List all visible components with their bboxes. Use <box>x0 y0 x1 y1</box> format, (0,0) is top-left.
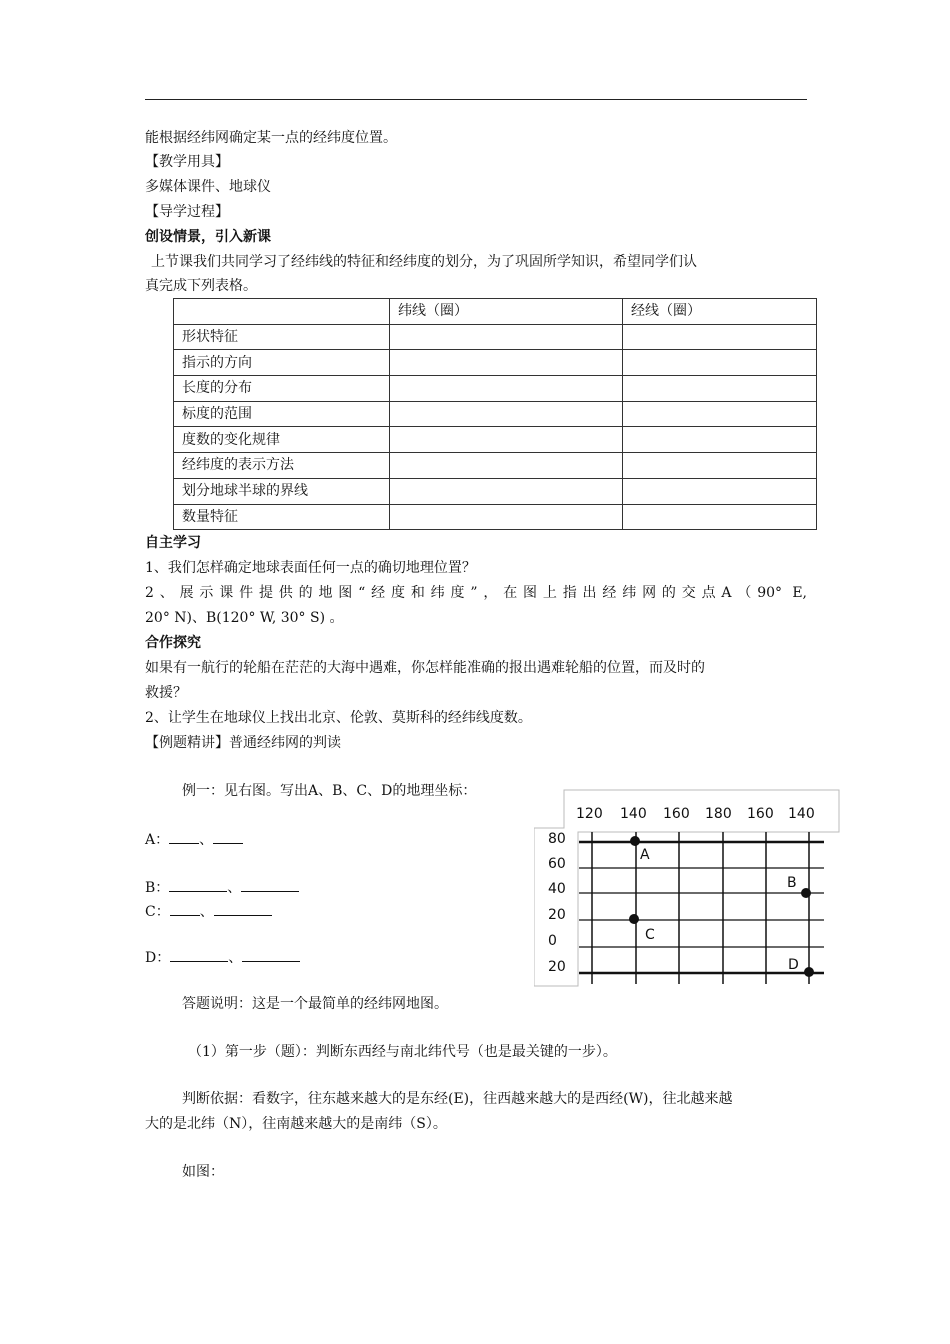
table-row-label: 度数的变化规律 <box>174 427 390 453</box>
answer-separator: 、 <box>199 832 214 848</box>
table-header-cell <box>174 299 390 325</box>
answer-c <box>145 901 272 922</box>
header-rule <box>145 99 807 100</box>
answer-d-blank-1[interactable] <box>170 947 228 962</box>
answer-c-label: C： <box>145 904 170 920</box>
heading-situation: 创设情景，引入新课 <box>145 229 271 245</box>
table-header-cell: 纬线（圈） <box>390 299 623 325</box>
table-header-row <box>174 299 817 325</box>
table-row-label: 经纬度的表示方法 <box>174 453 390 479</box>
table-row <box>174 478 817 504</box>
point-d-label: D <box>788 957 799 973</box>
table-row <box>174 324 817 350</box>
table-row <box>174 453 817 479</box>
table-row <box>174 504 817 530</box>
table-cell <box>390 324 623 350</box>
table-row <box>174 376 817 402</box>
basis-line2: 大的是北纬（N），往南越来越大的是南纬（S）。 <box>145 1116 447 1132</box>
table-row <box>174 401 817 427</box>
example-intro: 例一：见右图。写出A、B、C、D的地理坐标： <box>182 783 477 799</box>
top-label: 180 <box>705 806 732 822</box>
top-label: 140 <box>620 806 647 822</box>
situation-paragraph-line1: 上节课我们共同学习了经纬线的特征和经纬度的划分，为了巩固所学知识，希望同学们认 <box>151 254 697 270</box>
answer-a-blank-1[interactable] <box>169 829 199 844</box>
graticule-svg <box>534 788 842 990</box>
table-cell <box>390 504 623 530</box>
heading-tools: 【教学用具】 <box>145 154 229 170</box>
answer-separator: 、 <box>199 904 214 920</box>
as-shown: 如图： <box>182 1164 224 1180</box>
answer-a-label: A： <box>145 832 170 848</box>
answer-b-blank-2[interactable] <box>241 877 299 892</box>
table-cell <box>623 401 817 427</box>
table-row-label: 标度的范围 <box>174 401 390 427</box>
answer-c-blank-1[interactable] <box>170 901 200 916</box>
point-c-dot <box>629 914 639 924</box>
tools-text: 多媒体课件、地球仪 <box>145 179 271 195</box>
table-row-label: 指示的方向 <box>174 350 390 376</box>
point-b-dot <box>801 888 811 898</box>
table-cell <box>390 376 623 402</box>
coop-question-2: 2、让学生在地球仪上找出北京、伦敦、莫斯科的经纬线度数。 <box>145 710 532 726</box>
answer-d-blank-2[interactable] <box>242 947 300 962</box>
table-cell <box>390 427 623 453</box>
left-label: 0 <box>548 933 557 949</box>
answer-c-blank-2[interactable] <box>214 901 272 916</box>
top-label: 140 <box>788 806 815 822</box>
heading-process: 【导学过程】 <box>145 204 229 220</box>
answer-a <box>145 829 243 850</box>
table-cell <box>623 350 817 376</box>
graticule-figure <box>534 788 842 990</box>
answer-separator: 、 <box>227 880 242 896</box>
answer-a-blank-2[interactable] <box>213 829 243 844</box>
left-label: 60 <box>548 856 566 872</box>
answer-separator: 、 <box>228 950 243 966</box>
answer-b-label: B： <box>145 880 170 896</box>
table-cell <box>623 376 817 402</box>
left-label: 80 <box>548 831 566 847</box>
self-question-2-line1: 2、展示课件提供的地图“经度和纬度”，在图上指出经纬网的交点A（90° E, <box>145 585 807 601</box>
step-1: （1）第一步（题）：判断东西经与南北纬代号（也是最关键的一步）。 <box>188 1044 617 1060</box>
table-cell <box>623 504 817 530</box>
top-label: 160 <box>747 806 774 822</box>
point-c-label: C <box>645 927 655 943</box>
point-a-dot <box>630 836 640 846</box>
table-row-label: 划分地球半球的界线 <box>174 478 390 504</box>
basis-line1: 判断依据：看数字，往东越来越大的是东经(E)，往西越来越大的是西经(W)，往北越来越 <box>182 1091 733 1107</box>
heading-self-study: 自主学习 <box>145 535 201 551</box>
latitude-longitude-table <box>173 298 817 530</box>
coop-paragraph-line2: 救援？ <box>145 685 187 701</box>
answer-d <box>145 947 300 968</box>
answer-note: 答题说明：这是一个最简单的经纬网地图。 <box>182 996 448 1012</box>
top-label: 120 <box>576 806 603 822</box>
table-row <box>174 427 817 453</box>
table-cell <box>623 453 817 479</box>
table-row <box>174 350 817 376</box>
coop-paragraph-line1: 如果有一航行的轮船在茫茫的大海中遇难，你怎样能准确的报出遇难轮船的位置，而及时的 <box>145 660 705 676</box>
table-row-label: 长度的分布 <box>174 376 390 402</box>
left-label: 40 <box>548 881 566 897</box>
top-label: 160 <box>663 806 690 822</box>
table-cell <box>623 324 817 350</box>
intro-line: 能根据经纬网确定某一点的经纬度位置。 <box>145 130 397 146</box>
answer-b-blank-1[interactable] <box>169 877 227 892</box>
point-b-label: B <box>787 875 797 891</box>
table-cell <box>390 401 623 427</box>
table-header-cell: 经线（圈） <box>623 299 817 325</box>
table-cell <box>623 478 817 504</box>
point-d-dot <box>804 967 814 977</box>
table-row-label: 形状特征 <box>174 324 390 350</box>
left-label: 20 <box>548 959 566 975</box>
table-cell <box>390 478 623 504</box>
point-a-label: A <box>640 847 650 863</box>
answer-d-label: D： <box>145 950 171 966</box>
table-cell <box>390 453 623 479</box>
left-label: 20 <box>548 907 566 923</box>
self-question-1: 1、我们怎样确定地球表面任何一点的确切地理位置？ <box>145 560 476 576</box>
answer-b <box>145 877 299 898</box>
heading-cooperation: 合作探究 <box>145 635 201 651</box>
table-row-label: 数量特征 <box>174 504 390 530</box>
self-question-2-line2: 20° N)、B(120° W, 30° S) 。 <box>145 610 344 626</box>
table-cell <box>623 427 817 453</box>
heading-example: 【例题精讲】普通经纬网的判读 <box>145 735 341 751</box>
situation-paragraph-line2: 真完成下列表格。 <box>145 278 257 294</box>
table-cell <box>390 350 623 376</box>
